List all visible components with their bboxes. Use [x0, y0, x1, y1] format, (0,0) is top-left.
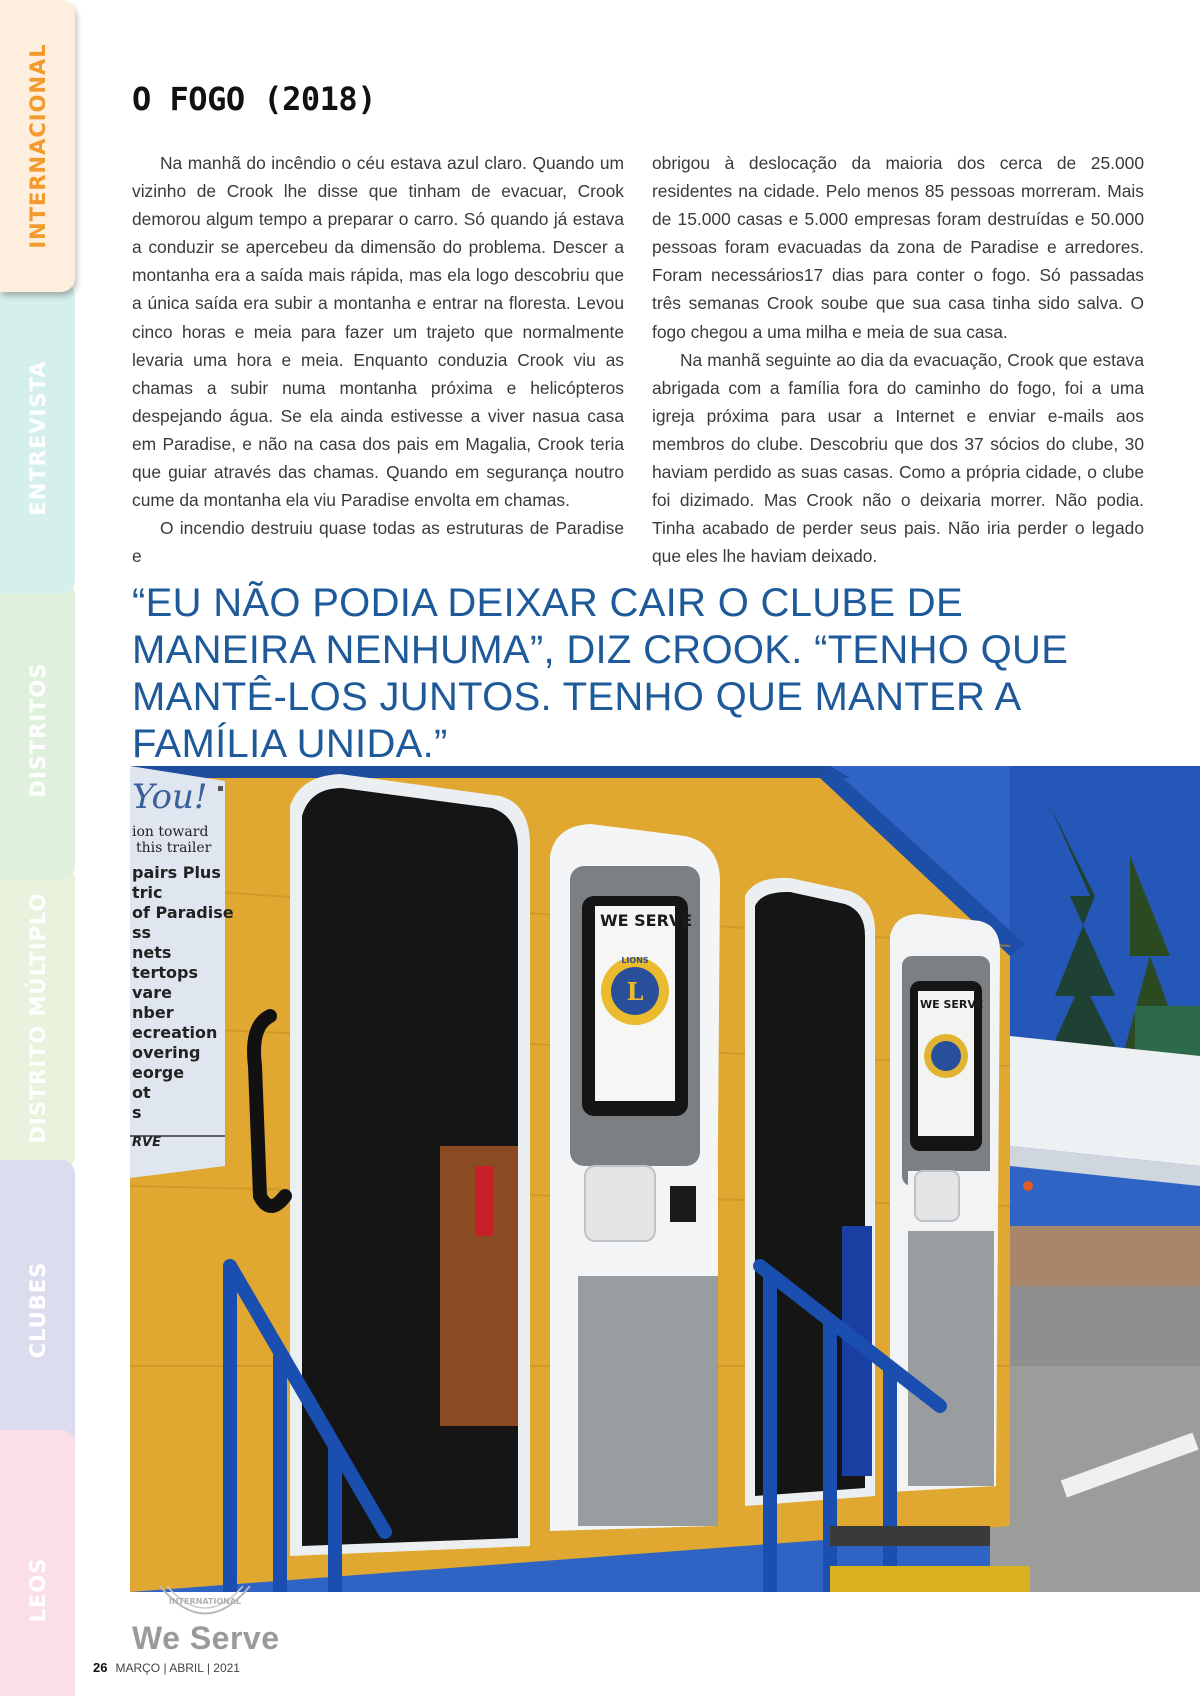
tab-distrito-multiplo-label: DISTRITO MÚLTIPLO: [25, 892, 50, 1144]
article-column-right: [652, 149, 1144, 570]
paragraph: Na manhã do incêndio o céu estava azul claro. Quando um vizinho de Crook lhe disse que tinham de evacuar, Crook demorou algum tempo a preparar o carro. Só quando já estava a conduzir se apercebeu da dimensão do problema. Descer a montanha era a saída mais rápida, mas ela logo descobriu que a única saída era subir a montanha e entrar na floresta. Levou cinco horas e meia para fazer um trajeto que normalmente levaria uma hora e meia. Enquanto conduzia Crook viu as chamas a subir numa montanha próxima e helicópteros despejando água. Se ela ainda estivesse a viver nasua casa em Paradise, e não na casa dos pais em Magalia, Crook teria que guiar através das chamas. Quando em segurança noutro cume da montanha ela viu Paradise envolta em chamas.: [132, 153, 624, 511]
sign-line: overing: [132, 1043, 201, 1062]
trailer-photo-illustration: [130, 766, 1200, 1592]
tab-internacional-label: INTERNACIONAL: [25, 43, 50, 249]
seal-text: INTERNATIONAL: [168, 1597, 242, 1606]
sign-line: tertops: [132, 963, 199, 982]
tab-entrevista[interactable]: [0, 282, 75, 594]
tab-distritos-label: DISTRITOS: [25, 662, 50, 798]
tab-leos[interactable]: [0, 1430, 75, 1696]
lions-emblem-top: LIONS: [621, 956, 649, 965]
sign-line: vare: [132, 983, 172, 1002]
tab-distrito-multiplo[interactable]: [0, 866, 75, 1170]
article-photo: [130, 766, 1200, 1592]
poster-we-serve-small: WE SERVE: [920, 998, 984, 1011]
tab-clubes[interactable]: [0, 1160, 75, 1460]
sign-line: nets: [132, 943, 172, 962]
sign-line: ss: [132, 923, 152, 942]
pull-quote: “EU NÃO PODIA DEIXAR CAIR O CLUBE DE MANEIRA NENHUMA”, DIZ CROOK. “TENHO QUE MANTÊ-LOS JUNTOS. TENHO QUE MANTER A FAMÍLIA UNIDA.”: [132, 581, 1069, 766]
sign-line: s: [132, 1103, 142, 1122]
page-number: 26: [93, 1660, 108, 1675]
poster-we-serve: WE SERVE: [600, 911, 693, 930]
article-title: O FOGO (2018): [132, 80, 376, 118]
tab-entrevista-label: ENTREVISTA: [25, 360, 50, 516]
issue-date: MARÇO | ABRIL | 2021: [115, 1661, 240, 1675]
article-column-left: [132, 149, 624, 570]
tab-clubes-label: CLUBES: [25, 1261, 50, 1359]
sign-heading: You!: [132, 777, 208, 817]
we-serve-logo: We Serve: [132, 1620, 280, 1656]
tab-internacional[interactable]: [0, 0, 75, 292]
tab-distritos[interactable]: [0, 580, 75, 880]
paragraph: O incendio destruiu quase todas as estruturas de Paradise e: [132, 518, 624, 567]
sign-line: this trailer: [136, 840, 212, 856]
sign-line: RVE: [132, 1135, 161, 1150]
sign-line: of Paradise: [132, 903, 234, 922]
sign-line: ecreation: [132, 1023, 218, 1042]
paragraph: obrigou à deslocação da maioria dos cerca de 25.000 residentes na cidade. Pelo menos 85 pessoas morreram. Mais de 15.000 casas e 5.000 empresas foram destruídas e 50.000 pessoas foram evacuadas da zona de Paradise e arredores. Foram necessários17 dias para conter o fogo. Só passadas três semanas Crook soube que sua casa tinha sido salva. O fogo chegou a uma milha e meia de sua casa.: [652, 153, 1144, 342]
sign-line: nber: [132, 1003, 174, 1022]
tab-leos-label: LEOS: [25, 1557, 50, 1622]
paragraph: Na manhã seguinte ao dia da evacuação, Crook que estava abrigada com a família fora do caminho do fogo, foi a uma igreja próxima para usar a Internet e enviar e-mails aos membros do clube. Descobriu que dos 37 sócios do clube, 30 haviam perdido as suas casas. Como a própria cidade, o clube foi dizimado. Mas Crook não o deixaria morrer. Não podia. Tinha acabado de perder seus pais. Não iria perder o legado que eles lhe haviam deixado.: [652, 349, 1144, 567]
sign-line: ot: [132, 1083, 151, 1102]
page-footer: [93, 1660, 240, 1675]
sign-line: ion toward: [132, 824, 209, 840]
sign-line: eorge: [132, 1063, 185, 1082]
sign-line: tric: [132, 883, 163, 902]
sign-line: pairs Plus: [132, 863, 221, 882]
lions-emblem-letter: L: [626, 977, 644, 1006]
